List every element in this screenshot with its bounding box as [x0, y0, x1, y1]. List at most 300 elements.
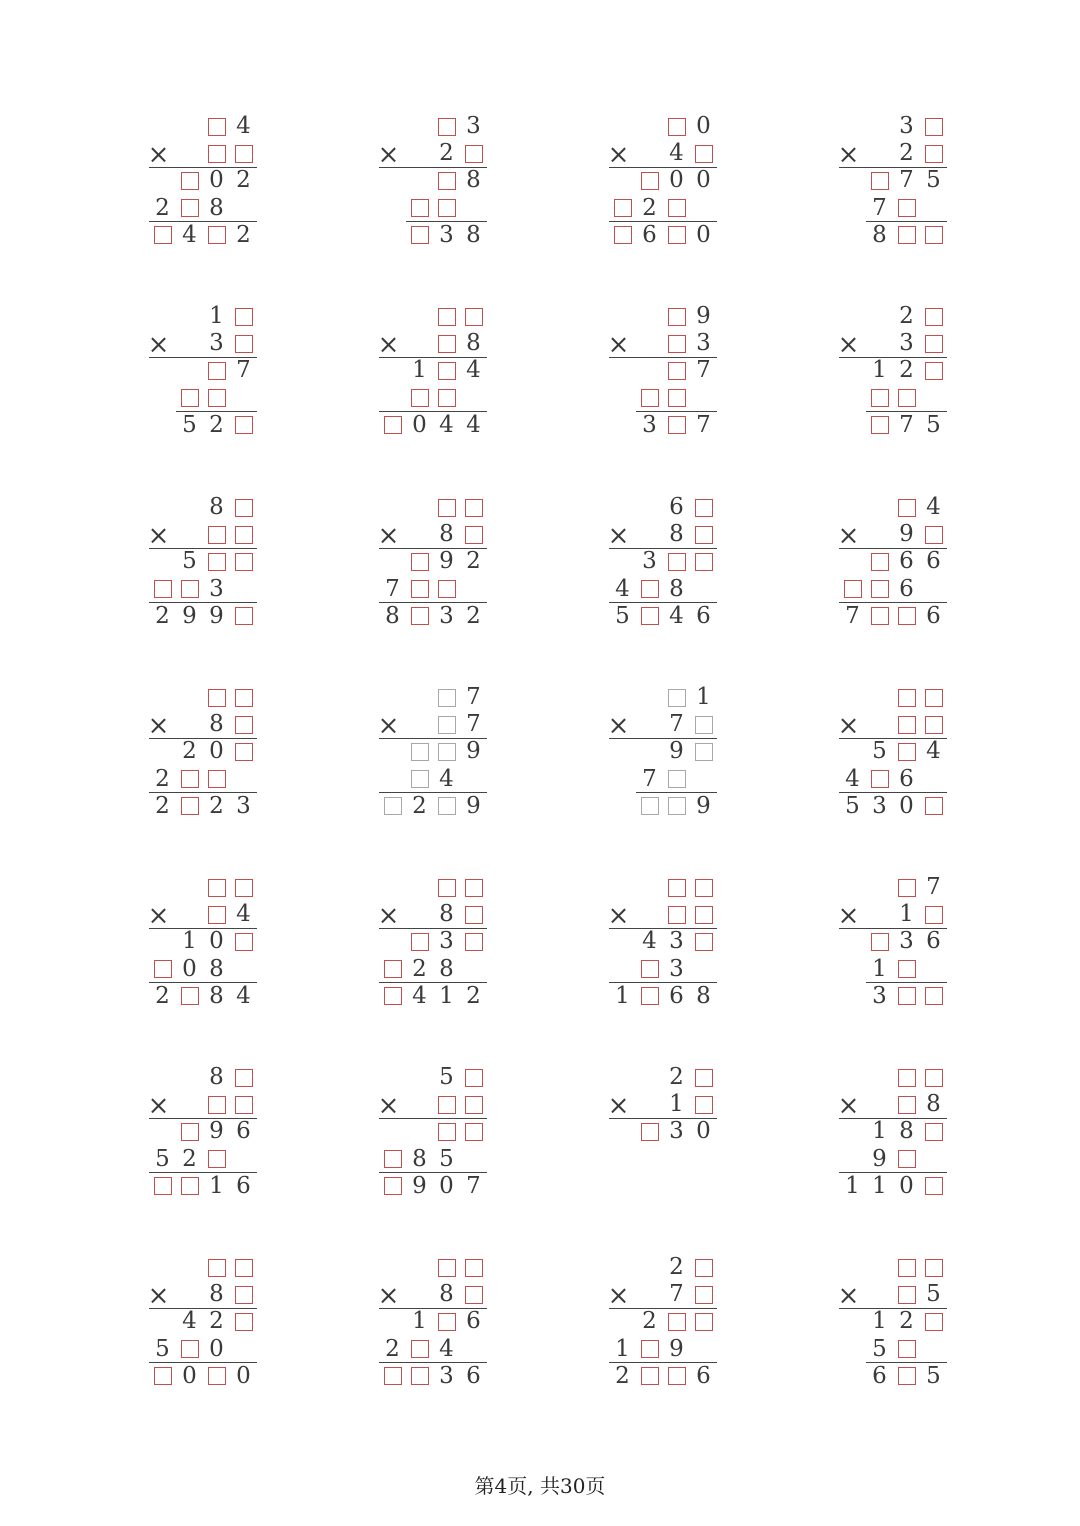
blank-digit-box[interactable]: [663, 1363, 690, 1390]
blank-digit-box[interactable]: [406, 928, 433, 955]
blank-digit-box[interactable]: [203, 222, 230, 249]
blank-digit-box[interactable]: [433, 113, 460, 140]
digit-box: [208, 689, 226, 707]
blank-digit-box[interactable]: [893, 1064, 920, 1091]
blank-digit-box[interactable]: [433, 357, 460, 384]
digit-box: [235, 716, 253, 734]
blank-digit-box[interactable]: [433, 1118, 460, 1145]
blank-digit-box[interactable]: [176, 385, 203, 412]
blank-digit-box[interactable]: [866, 167, 893, 194]
blank-digit-box[interactable]: [406, 738, 433, 765]
blank-digit-box[interactable]: [433, 330, 460, 357]
blank-digit-box[interactable]: [893, 1363, 920, 1390]
calculation-rule-line: [149, 928, 257, 929]
blank-digit-box[interactable]: [893, 1254, 920, 1281]
blank-digit-box[interactable]: [690, 901, 717, 928]
multiplier-row: [663, 140, 717, 167]
blank-digit-box[interactable]: [920, 1064, 947, 1091]
digit: 3: [642, 548, 657, 575]
blank-digit-box[interactable]: [149, 576, 176, 603]
digit-box: [235, 1069, 253, 1087]
multiplier-row: [893, 901, 947, 928]
blank-digit-box[interactable]: [433, 711, 460, 738]
blank-digit-box[interactable]: [663, 357, 690, 384]
blank-digit-box[interactable]: [920, 330, 947, 357]
digit-box: [898, 226, 916, 244]
calculation-rule-line: [839, 167, 947, 168]
blank-digit-box[interactable]: [230, 1308, 257, 1335]
blank-digit-box[interactable]: [176, 167, 203, 194]
calculation-rule-line: [636, 792, 717, 793]
blank-digit-box[interactable]: [609, 222, 636, 249]
blank-digit-box[interactable]: [690, 738, 717, 765]
blank-digit-box[interactable]: [690, 494, 717, 521]
calculation-rule-line: [379, 167, 487, 168]
blank-digit-box[interactable]: [203, 1146, 230, 1173]
blank-digit-box[interactable]: [176, 1173, 203, 1200]
blank-digit-box[interactable]: [406, 195, 433, 222]
blank-digit-box[interactable]: [636, 603, 663, 630]
blank-digit-box[interactable]: [203, 1254, 230, 1281]
calculation-rule-line: [149, 548, 257, 549]
digit-box: [208, 526, 226, 544]
blank-digit-box[interactable]: [433, 684, 460, 711]
blank-digit-box[interactable]: [433, 874, 460, 901]
blank-digit-box[interactable]: [460, 901, 487, 928]
blank-digit-box[interactable]: [690, 1254, 717, 1281]
digit-box: [925, 1123, 943, 1141]
blank-digit-box[interactable]: [663, 684, 690, 711]
blank-digit-box[interactable]: [893, 1336, 920, 1363]
blank-digit-box[interactable]: [636, 983, 663, 1010]
digit: 1: [845, 1172, 860, 1199]
digit: 0: [696, 221, 711, 248]
blank-digit-box[interactable]: [663, 330, 690, 357]
product-row: [866, 412, 947, 439]
digit-box: [871, 933, 889, 951]
blank-digit-box[interactable]: [176, 576, 203, 603]
digit-box: [208, 145, 226, 163]
blank-digit-box[interactable]: [893, 956, 920, 983]
digit: 9: [466, 738, 481, 765]
digit-box: [384, 1177, 402, 1195]
digit-box: [668, 1313, 686, 1331]
blank-digit-box[interactable]: [636, 793, 663, 820]
product-row: [379, 983, 487, 1010]
blank-digit-box[interactable]: [663, 548, 690, 575]
blank-digit-box[interactable]: [663, 113, 690, 140]
blank-digit-box[interactable]: [149, 1363, 176, 1390]
digit-box: [668, 362, 686, 380]
blank-digit-box[interactable]: [636, 1118, 663, 1145]
partial-product-row: [866, 738, 947, 765]
digit: 3: [899, 330, 914, 357]
blank-digit-box[interactable]: [893, 222, 920, 249]
blank-digit-box[interactable]: [176, 983, 203, 1010]
blank-digit-box[interactable]: [690, 711, 717, 738]
multiplicand-row: [203, 303, 257, 330]
blank-digit-box[interactable]: [663, 303, 690, 330]
times-sign: ×: [837, 520, 860, 551]
blank-digit-box[interactable]: [460, 1254, 487, 1281]
blank-digit-box[interactable]: [379, 412, 406, 439]
blank-digit-box[interactable]: [230, 738, 257, 765]
digit-box: [438, 335, 456, 353]
blank-digit-box[interactable]: [203, 1363, 230, 1390]
partial-product-row: [379, 576, 460, 603]
blank-digit-box[interactable]: [893, 494, 920, 521]
blank-digit-box[interactable]: [176, 793, 203, 820]
blank-digit-box[interactable]: [690, 1064, 717, 1091]
multiplication-problem: [375, 494, 487, 634]
times-sign: ×: [147, 520, 170, 551]
blank-digit-box[interactable]: [866, 412, 893, 439]
blank-digit-box[interactable]: [433, 1254, 460, 1281]
blank-digit-box[interactable]: [893, 1146, 920, 1173]
blank-digit-box[interactable]: [663, 222, 690, 249]
product-row: [839, 603, 947, 630]
blank-digit-box[interactable]: [663, 874, 690, 901]
multiplier-row: [893, 330, 947, 357]
digit-box: [925, 1259, 943, 1277]
blank-digit-box[interactable]: [433, 738, 460, 765]
blank-digit-box[interactable]: [176, 195, 203, 222]
blank-digit-box[interactable]: [406, 548, 433, 575]
blank-digit-box[interactable]: [920, 521, 947, 548]
digit-box: [871, 416, 889, 434]
blank-digit-box[interactable]: [920, 684, 947, 711]
blank-digit-box[interactable]: [460, 303, 487, 330]
blank-digit-box[interactable]: [663, 901, 690, 928]
blank-digit-box[interactable]: [920, 113, 947, 140]
blank-digit-box[interactable]: [406, 603, 433, 630]
digit-box: [235, 1286, 253, 1304]
multiplicand-row: [663, 113, 717, 140]
blank-digit-box[interactable]: [379, 1146, 406, 1173]
digit-box: [208, 362, 226, 380]
blank-digit-box[interactable]: [690, 1308, 717, 1335]
blank-digit-box[interactable]: [230, 1091, 257, 1118]
blank-digit-box[interactable]: [609, 195, 636, 222]
blank-digit-box[interactable]: [920, 1308, 947, 1335]
digit-box: [235, 879, 253, 897]
partial-product-row: [866, 1146, 920, 1173]
blank-digit-box[interactable]: [460, 521, 487, 548]
blank-digit-box[interactable]: [379, 956, 406, 983]
product-row: [176, 412, 257, 439]
times-sign: ×: [837, 1090, 860, 1121]
blank-digit-box[interactable]: [893, 385, 920, 412]
digit: 1: [669, 1091, 684, 1118]
product-row: [379, 603, 487, 630]
digit-box: [898, 1069, 916, 1087]
digit-box: [668, 770, 686, 788]
calculation-rule-line: [379, 928, 487, 929]
digit: 5: [872, 1335, 887, 1362]
blank-digit-box[interactable]: [893, 1281, 920, 1308]
blank-digit-box[interactable]: [893, 983, 920, 1010]
blank-digit-box[interactable]: [406, 766, 433, 793]
blank-digit-box[interactable]: [866, 385, 893, 412]
blank-digit-box[interactable]: [920, 711, 947, 738]
blank-digit-box[interactable]: [433, 385, 460, 412]
digit: 0: [439, 1172, 454, 1199]
blank-digit-box[interactable]: [866, 603, 893, 630]
blank-digit-box[interactable]: [636, 1363, 663, 1390]
blank-digit-box[interactable]: [636, 167, 663, 194]
blank-digit-box[interactable]: [406, 1336, 433, 1363]
blank-digit-box[interactable]: [866, 576, 893, 603]
blank-digit-box[interactable]: [460, 874, 487, 901]
digit-box: [668, 226, 686, 244]
digit-box: [695, 716, 713, 734]
blank-digit-box[interactable]: [203, 684, 230, 711]
digit-box: [208, 1259, 226, 1277]
blank-digit-box[interactable]: [663, 385, 690, 412]
digit: 5: [926, 167, 941, 194]
digit-box: [411, 1367, 429, 1385]
digit-box: [925, 1313, 943, 1331]
blank-digit-box[interactable]: [690, 521, 717, 548]
digit-box: [235, 526, 253, 544]
blank-digit-box[interactable]: [406, 1363, 433, 1390]
digit: 0: [209, 1335, 224, 1362]
digit-box: [438, 389, 456, 407]
digit: 8: [439, 955, 454, 982]
blank-digit-box[interactable]: [379, 983, 406, 1010]
blank-digit-box[interactable]: [176, 1336, 203, 1363]
digit-box: [438, 1259, 456, 1277]
multiplication-problem: [605, 1254, 717, 1394]
digit-box: [695, 879, 713, 897]
digit: 2: [899, 140, 914, 167]
multiplier-row: [663, 521, 717, 548]
digit-box: [668, 199, 686, 217]
blank-digit-box[interactable]: [203, 874, 230, 901]
blank-digit-box[interactable]: [893, 603, 920, 630]
blank-digit-box[interactable]: [203, 901, 230, 928]
blank-digit-box[interactable]: [379, 793, 406, 820]
digit-box: [208, 770, 226, 788]
blank-digit-box[interactable]: [920, 222, 947, 249]
digit-box: [668, 389, 686, 407]
digit: 4: [642, 928, 657, 955]
blank-digit-box[interactable]: [460, 1091, 487, 1118]
partial-product-row: [203, 357, 257, 384]
blank-digit-box[interactable]: [920, 1118, 947, 1145]
blank-digit-box[interactable]: [839, 576, 866, 603]
multiplication-problem: [145, 874, 257, 1014]
blank-digit-box[interactable]: [433, 1091, 460, 1118]
partial-product-row: [149, 1146, 230, 1173]
blank-digit-box[interactable]: [460, 1064, 487, 1091]
calculation-rule-line: [149, 982, 257, 983]
blank-digit-box[interactable]: [379, 1363, 406, 1390]
blank-digit-box[interactable]: [230, 928, 257, 955]
blank-digit-box[interactable]: [690, 548, 717, 575]
blank-digit-box[interactable]: [866, 928, 893, 955]
blank-digit-box[interactable]: [230, 1254, 257, 1281]
blank-digit-box[interactable]: [433, 195, 460, 222]
blank-digit-box[interactable]: [866, 766, 893, 793]
partial-product-row: [433, 1118, 487, 1145]
blank-digit-box[interactable]: [866, 548, 893, 575]
blank-digit-box[interactable]: [230, 603, 257, 630]
blank-digit-box[interactable]: [406, 222, 433, 249]
product-row: [636, 793, 717, 820]
calculation-rule-line: [379, 1118, 487, 1119]
blank-digit-box[interactable]: [433, 1308, 460, 1335]
blank-digit-box[interactable]: [230, 684, 257, 711]
blank-digit-box[interactable]: [663, 793, 690, 820]
blank-digit-box[interactable]: [230, 874, 257, 901]
blank-digit-box[interactable]: [690, 874, 717, 901]
multiplicand-row: [893, 113, 947, 140]
blank-digit-box[interactable]: [460, 494, 487, 521]
digit-box: [898, 879, 916, 897]
blank-digit-box[interactable]: [379, 1173, 406, 1200]
multiplication-problem: [145, 113, 257, 253]
blank-digit-box[interactable]: [406, 385, 433, 412]
blank-digit-box[interactable]: [433, 494, 460, 521]
blank-digit-box[interactable]: [230, 303, 257, 330]
calculation-rule-line: [839, 1308, 947, 1309]
blank-digit-box[interactable]: [893, 1091, 920, 1118]
blank-digit-box[interactable]: [460, 928, 487, 955]
blank-digit-box[interactable]: [690, 140, 717, 167]
digit-box: [411, 553, 429, 571]
partial-product-row: [406, 766, 460, 793]
blank-digit-box[interactable]: [203, 766, 230, 793]
digit-box: [154, 1367, 172, 1385]
digit-box: [668, 906, 686, 924]
blank-digit-box[interactable]: [460, 1118, 487, 1145]
blank-digit-box[interactable]: [230, 494, 257, 521]
blank-digit-box[interactable]: [636, 1336, 663, 1363]
multiplier-row: [663, 901, 717, 928]
digit-box: [898, 1286, 916, 1304]
blank-digit-box[interactable]: [203, 548, 230, 575]
multiplicand-row: [203, 684, 257, 711]
blank-digit-box[interactable]: [230, 548, 257, 575]
blank-digit-box[interactable]: [460, 1281, 487, 1308]
digit-box: [695, 743, 713, 761]
digit: 5: [155, 1335, 170, 1362]
blank-digit-box[interactable]: [203, 385, 230, 412]
blank-digit-box[interactable]: [893, 874, 920, 901]
blank-digit-box[interactable]: [663, 412, 690, 439]
digit-box: [898, 1096, 916, 1114]
digit: 5: [845, 792, 860, 819]
blank-digit-box[interactable]: [920, 1173, 947, 1200]
blank-digit-box[interactable]: [663, 195, 690, 222]
blank-digit-box[interactable]: [920, 901, 947, 928]
blank-digit-box[interactable]: [663, 766, 690, 793]
digit: 5: [926, 1281, 941, 1308]
blank-digit-box[interactable]: [406, 576, 433, 603]
blank-digit-box[interactable]: [663, 1308, 690, 1335]
blank-digit-box[interactable]: [893, 738, 920, 765]
blank-digit-box[interactable]: [893, 711, 920, 738]
blank-digit-box[interactable]: [149, 222, 176, 249]
digit: 0: [899, 1172, 914, 1199]
blank-digit-box[interactable]: [893, 684, 920, 711]
blank-digit-box[interactable]: [230, 521, 257, 548]
digit: 8: [209, 1281, 224, 1308]
blank-digit-box[interactable]: [433, 793, 460, 820]
multiplication-problem: [835, 1064, 947, 1204]
blank-digit-box[interactable]: [203, 1091, 230, 1118]
blank-digit-box[interactable]: [433, 303, 460, 330]
calculation-rule-line: [149, 167, 257, 168]
blank-digit-box[interactable]: [460, 140, 487, 167]
blank-digit-box[interactable]: [433, 576, 460, 603]
multiplier-row: [893, 1091, 947, 1118]
digit-box: [438, 580, 456, 598]
blank-digit-box[interactable]: [230, 330, 257, 357]
blank-digit-box[interactable]: [203, 521, 230, 548]
blank-digit-box[interactable]: [230, 1064, 257, 1091]
multiplication-problem: [605, 874, 717, 1014]
digit: 5: [926, 411, 941, 438]
blank-digit-box[interactable]: [230, 711, 257, 738]
partial-product-row: [149, 195, 230, 222]
blank-digit-box[interactable]: [920, 140, 947, 167]
blank-digit-box[interactable]: [203, 113, 230, 140]
blank-digit-box[interactable]: [230, 140, 257, 167]
blank-digit-box[interactable]: [149, 1173, 176, 1200]
digit-box: [898, 389, 916, 407]
blank-digit-box[interactable]: [203, 357, 230, 384]
digit-box: [871, 607, 889, 625]
blank-digit-box[interactable]: [176, 766, 203, 793]
blank-digit-box[interactable]: [636, 576, 663, 603]
blank-digit-box[interactable]: [149, 956, 176, 983]
blank-digit-box[interactable]: [920, 1254, 947, 1281]
multiplicand-row: [203, 1254, 257, 1281]
blank-digit-box[interactable]: [920, 793, 947, 820]
blank-digit-box[interactable]: [230, 412, 257, 439]
digit-box: [871, 172, 889, 190]
digit-box: [208, 1096, 226, 1114]
blank-digit-box[interactable]: [690, 1281, 717, 1308]
digit: 6: [466, 1308, 481, 1335]
digit: 2: [155, 792, 170, 819]
blank-digit-box[interactable]: [433, 167, 460, 194]
digit: 7: [696, 357, 711, 384]
digit-box: [695, 1259, 713, 1277]
multiplicand-row: [893, 1254, 947, 1281]
blank-digit-box[interactable]: [230, 1281, 257, 1308]
blank-digit-box[interactable]: [176, 1118, 203, 1145]
blank-digit-box[interactable]: [920, 357, 947, 384]
blank-digit-box[interactable]: [203, 140, 230, 167]
digit-box: [641, 797, 659, 815]
digit: 8: [209, 1064, 224, 1090]
blank-digit-box[interactable]: [690, 928, 717, 955]
digit: 6: [696, 1362, 711, 1389]
digit: 9: [696, 792, 711, 819]
blank-digit-box[interactable]: [920, 303, 947, 330]
blank-digit-box[interactable]: [920, 983, 947, 1010]
blank-digit-box[interactable]: [893, 195, 920, 222]
digit: 2: [899, 1308, 914, 1335]
blank-digit-box[interactable]: [690, 1091, 717, 1118]
blank-digit-box[interactable]: [636, 956, 663, 983]
blank-digit-box[interactable]: [636, 385, 663, 412]
calculation-rule-line: [866, 1362, 947, 1363]
partial-product-row: [866, 928, 947, 955]
